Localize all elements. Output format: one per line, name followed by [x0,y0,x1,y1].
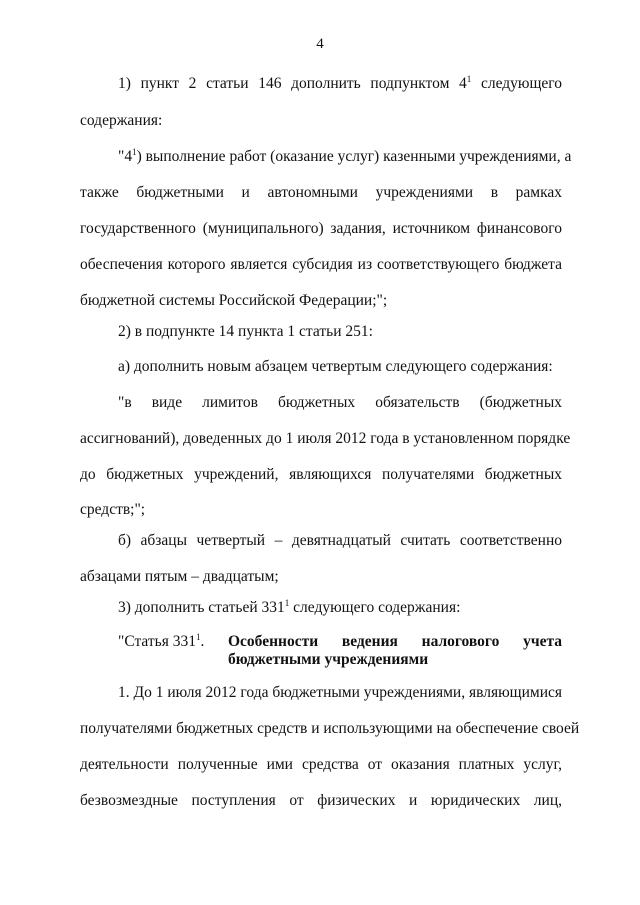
paragraph-8-line-2: получателями бюджетных средств и использующими на обеспечение своей [80,720,580,737]
p7-text: 3) дополнить статьей 331 [118,599,285,616]
p1-tail: следующего [471,75,562,92]
paragraph-8-line-3: деятельности полученные ими средства от оказания платных услуг, [80,756,562,773]
paragraph-2-line-2: также бюджетными и автономными учреждениями в рамках [80,184,562,201]
paragraph-4: а) дополнить новым абзацем четвертым следующего содержания: [118,358,553,375]
paragraph-2-line-4: обеспечения которого является субсидия из соответствующего бюджета [80,256,562,273]
article-title-line-1: Особенности ведения налогового учета [228,633,562,650]
paragraph-1-line-1 [118,74,562,94]
p1-superscript: 1 [466,74,472,84]
article-label [118,632,204,652]
paragraph-5-line-2: ассигнований), доведенных до 1 июля 2012 года в установленном порядке [80,430,571,447]
paragraph-5-line-4: средств;"; [80,501,146,518]
paragraph-5-line-1: "в виде лимитов бюджетных обязательств (бюджетных [118,394,562,411]
article-title-line-2: бюджетными учреждениями [228,651,429,668]
paragraph-2-line-5: бюджетной системы Российской Федерации;"; [80,292,388,309]
article-label-superscript: 1 [196,632,201,642]
paragraph-3: 2) в подпункте 14 пункта 1 статьи 251: [118,323,373,340]
p2-superscript: 1 [132,147,137,157]
p1-text: 1) пункт 2 статьи 146 дополнить подпунктом 4 [118,75,467,92]
page-number: 4 [316,36,324,52]
p2-quote-start: "4 [118,148,133,165]
article-label-tail: . [200,633,205,650]
paragraph-5-line-3: до бюджетных учреждений, являющихся получателями бюджетных [80,466,562,483]
paragraph-2-line-1 [118,147,572,167]
paragraph-2-line-3: государственного (муниципального) задания, источником финансового [80,220,562,237]
paragraph-1-line-2: содержания: [80,112,163,129]
paragraph-8-line-4: безвозмездные поступления от физических и юридических лиц, [80,792,562,809]
paragraph-6-line-1: б) абзацы четвертый – девятнадцатый считать соответственно [118,532,562,549]
paragraph-7 [118,598,562,618]
p7-tail: следующего содержания: [289,599,461,616]
paragraph-6-line-2: абзацами пятым – двадцатым; [80,568,279,585]
article-label-text: "Статья 331 [118,633,196,650]
paragraph-8-line-1: 1. До 1 июля 2012 года бюджетными учреждениями, являющимися [118,684,563,701]
p2-text: ) выполнение работ (оказание услуг) казенными учреждениями, а [136,148,572,165]
p7-superscript: 1 [284,598,290,608]
